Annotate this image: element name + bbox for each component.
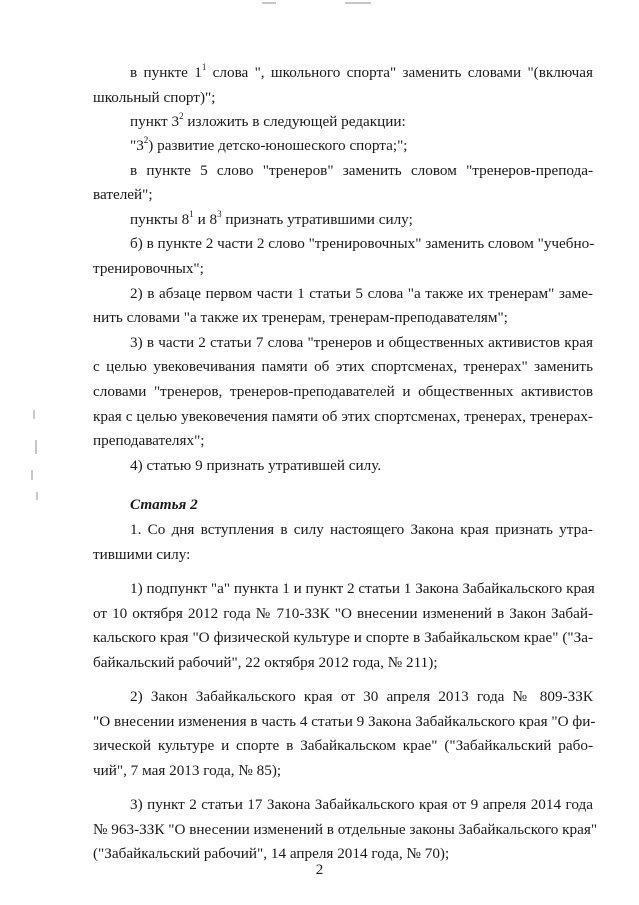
- text-line: в пункте 5 слово "тренеров" заменить словом "тренеров-препода-: [130, 162, 593, 179]
- article-heading: Статья 2: [130, 496, 198, 513]
- text-line: школьный спорт)";: [93, 89, 216, 106]
- text-line: 2) в абзаце первом части 1 статьи 5 слова "а также их тренерам" заме-: [130, 285, 593, 302]
- text-line: от 10 октября 2012 года № 710-ЗЗК "О внесении изменений в Закон Забай-: [93, 605, 593, 622]
- text-line: 1) подпункт "а" пункта 1 и пункт 2 статьи 1 Закона Забайкальского края: [130, 580, 595, 597]
- scan-artifact: [31, 470, 33, 480]
- text-line: ("Забайкальский рабочий", 14 апреля 2014 года, № 70);: [93, 845, 450, 862]
- text-line: пункты $8^1$ и $8^3$ признать утратившими силу;: [130, 208, 413, 228]
- scan-artifact: [36, 492, 38, 500]
- text-line: края с целью увековечения памяти об этих спортсменах, тренерах, тренерах-: [93, 408, 593, 425]
- text-line: тренировочных";: [93, 260, 204, 277]
- text-line: с целью увековечивания памяти об этих спортсменах, тренерах" заменить: [93, 358, 593, 375]
- text-line: 3) пункт 2 статьи 17 Закона Забайкальского края от 9 апреля 2014 года: [130, 796, 593, 813]
- text-line: словами "тренеров, тренеров-преподавателей и общественных активистов: [93, 383, 593, 400]
- text-line: 4) статью 9 признать утратившей силу.: [130, 457, 382, 474]
- text-line: чий", 7 мая 2013 года, № 85);: [93, 762, 282, 779]
- text-line: преподавателях";: [93, 432, 205, 449]
- text-line: кальского края "О физической культуре и спорте в Забайкальском крае" ("За-: [93, 629, 593, 646]
- text-line: нить словами "а также их тренерам, тренерам-преподавателям";: [93, 309, 508, 326]
- text-line: тившими силу:: [93, 546, 191, 563]
- scan-artifact: [33, 410, 35, 419]
- text-line: вателей";: [93, 186, 153, 203]
- scan-artifact: [262, 2, 276, 4]
- text-line: "$3^2$) развитие детско-юношеского спорта;";: [130, 134, 408, 154]
- text-line: 2) Закон Забайкальского края от 30 апреля 2013 года № 809-ЗЗК: [130, 688, 593, 705]
- scan-artifact: [35, 440, 37, 454]
- text-line: № 963-ЗЗК "О внесении изменений в отдельные законы Забайкальского края": [93, 821, 598, 838]
- text-line: пункт $3^2$ изложить в следующей редакции:: [130, 110, 406, 130]
- text-line: "О внесении изменения в часть 4 статьи 9 Закона Забайкальского края "О фи-: [93, 713, 596, 730]
- text-line: 3) в части 2 статьи 7 слова "тренеров и общественных активистов края: [130, 334, 593, 351]
- text-line: зической культуре и спорте в Забайкальском крае" ("Забайкальский рабо-: [93, 737, 593, 754]
- text-line: б) в пункте 2 части 2 слово "тренировочных" заменить словом "учебно-: [130, 235, 595, 252]
- text-line: в пункте $1^1$ слова ", школьного спорта" заменить словами "(включая: [130, 61, 593, 81]
- page-number: 2: [315, 862, 324, 878]
- text-line: 1. Со дня вступления в силу настоящего Закона края признать утра-: [130, 521, 593, 538]
- text-line: байкальский рабочий", 22 октября 2012 года, № 211);: [93, 654, 438, 671]
- scan-artifact: [345, 2, 371, 4]
